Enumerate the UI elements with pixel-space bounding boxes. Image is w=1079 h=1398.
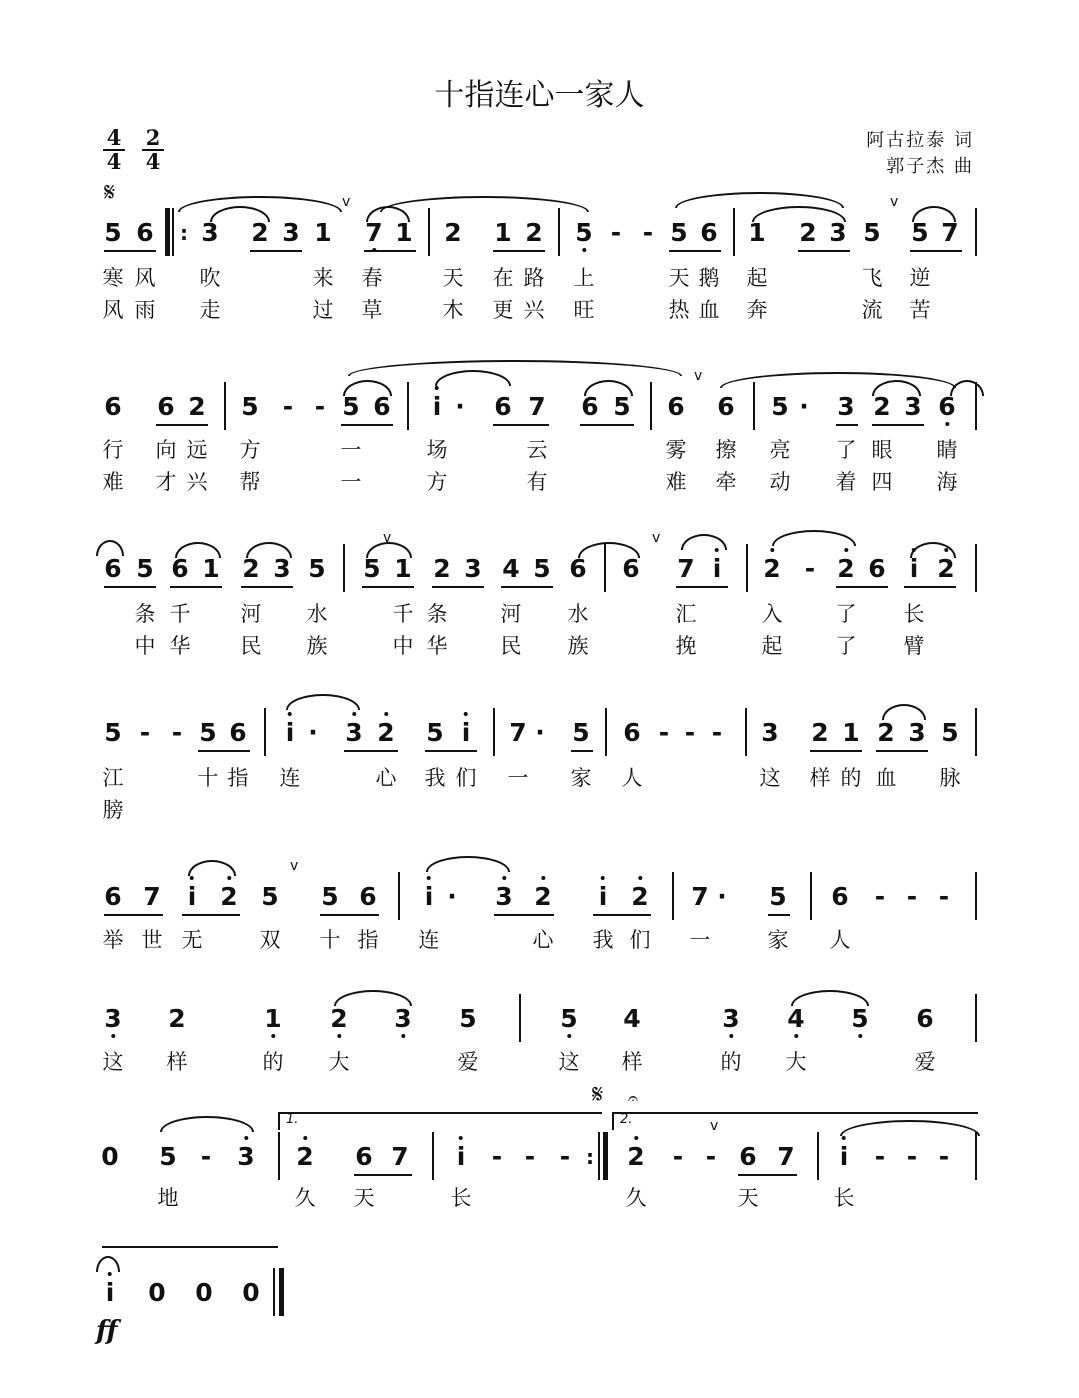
lyrics-line-1-verse-2: 风 雨 走 过 草 木 更 兴 旺 热 血 奔 流 苦 (102, 298, 931, 322)
note: 4 (787, 1004, 805, 1033)
note: 6 (171, 554, 189, 583)
lyrics-line-6-verse-1: 这 样 的 大 爱 这 样 的 大 爱 (102, 1050, 936, 1074)
note: 2 (220, 882, 238, 911)
breath-mark-icon: v (290, 858, 299, 874)
note: - (874, 882, 886, 911)
staff-line-1 (0, 218, 1079, 258)
staff-line-4 (0, 718, 1079, 758)
note: 6 (104, 554, 122, 583)
lyricist-credit: 阿古拉泰 词 (866, 130, 974, 151)
note: 2 (837, 554, 855, 583)
note: 2 (811, 718, 829, 747)
note: i (456, 1142, 466, 1171)
note: 4 (502, 554, 520, 583)
note: 6 (916, 1004, 934, 1033)
note: - (314, 392, 326, 421)
note: 1 (314, 218, 332, 247)
note: 2 (627, 1142, 645, 1171)
note: 2 (377, 718, 395, 747)
dynamic-marking: ff (96, 1316, 118, 1346)
fermata-icon: 𝄐 (628, 1088, 639, 1109)
note: 6 (667, 392, 685, 421)
staff-line-3 (0, 554, 1079, 594)
note: 3 (829, 218, 847, 247)
note: 6 (104, 392, 122, 421)
note: · (799, 392, 809, 421)
note: - (705, 1142, 717, 1171)
lyrics-line-2-verse-2: 难 才 兴 帮 一 方 有 难 牵 动 着 四 海 (102, 470, 958, 494)
note: - (559, 1142, 571, 1171)
note: · (455, 392, 465, 421)
note: i (105, 1278, 115, 1307)
note: 6 (868, 554, 886, 583)
note: 7 (677, 554, 695, 583)
lyrics-line-5-verse-1: 举 世 无 双 十 指 连 心 我 们 一 家 人 (102, 928, 851, 952)
repeat-dots: : (180, 221, 188, 245)
note: 2 (188, 392, 206, 421)
note: 5 (342, 392, 360, 421)
note: 6 (157, 392, 175, 421)
lyrics-line-2-verse-1: 行 向 远 方 一 场 云 雾 擦 亮 了 眼 睛 (102, 438, 958, 462)
note: 5 (104, 718, 122, 747)
note: 7 (528, 392, 546, 421)
note: 3 (282, 218, 300, 247)
note: 5 (670, 218, 688, 247)
note: 6 (831, 882, 849, 911)
note: - (684, 718, 696, 747)
note: 1 (394, 554, 412, 583)
note: 5 (199, 718, 217, 747)
note: 6 (717, 392, 735, 421)
note: 7 (941, 218, 959, 247)
lyrics-line-4-verse-2: 膀 (102, 798, 124, 822)
note: · (535, 718, 545, 747)
note: 2 (251, 218, 269, 247)
note: 5 (575, 218, 593, 247)
tie-continuation (102, 1246, 278, 1264)
note: 2 (330, 1004, 348, 1033)
note: 5 (426, 718, 444, 747)
note: 2 (763, 554, 781, 583)
note: 6 (622, 554, 640, 583)
note: 3 (345, 718, 363, 747)
note: - (804, 554, 816, 583)
note: 3 (908, 718, 926, 747)
note: i (712, 554, 722, 583)
note: 5 (911, 218, 929, 247)
note: 5 (771, 392, 789, 421)
note: 7 (365, 218, 383, 247)
note: - (938, 1142, 950, 1171)
note: 6 (104, 882, 122, 911)
note: · (447, 882, 457, 911)
note: i (285, 718, 295, 747)
note: 4 (623, 1004, 641, 1033)
staff-line-2 (0, 392, 1079, 432)
note: 2 (168, 1004, 186, 1033)
note: - (171, 718, 183, 747)
breath-mark-icon: v (383, 530, 392, 546)
note: 3 (495, 882, 513, 911)
note: 5 (572, 718, 590, 747)
note: 2 (296, 1142, 314, 1171)
note: 3 (394, 1004, 412, 1033)
note: 1 (494, 218, 512, 247)
note: 0 (195, 1278, 213, 1307)
note: - (938, 882, 950, 911)
note: - (610, 218, 622, 247)
staff-line-8 (0, 1278, 1079, 1318)
note: 3 (104, 1004, 122, 1033)
volta-1: 1. (278, 1112, 602, 1130)
note: 6 (581, 392, 599, 421)
note: 5 (136, 554, 154, 583)
note: 6 (569, 554, 587, 583)
segno-icon: 𝄋 (104, 178, 116, 208)
note: i (432, 392, 442, 421)
note: 6 (494, 392, 512, 421)
note: i (461, 718, 471, 747)
note: 5 (104, 218, 122, 247)
note: 7 (777, 1142, 795, 1171)
note: 2 (631, 882, 649, 911)
note: 2 (877, 718, 895, 747)
note: 5 (159, 1142, 177, 1171)
note: 3 (837, 392, 855, 421)
note: 5 (321, 882, 339, 911)
note: - (711, 718, 723, 747)
note: 6 (136, 218, 154, 247)
note: 5 (613, 392, 631, 421)
staff-line-7 (0, 1142, 1079, 1182)
breath-mark-icon: v (694, 368, 703, 384)
note: 2 (433, 554, 451, 583)
note: 5 (769, 882, 787, 911)
note: 5 (560, 1004, 578, 1033)
note: 5 (308, 554, 326, 583)
note: i (424, 882, 434, 911)
note: i (909, 554, 919, 583)
note: - (200, 1142, 212, 1171)
note: 5 (863, 218, 881, 247)
note: - (906, 1142, 918, 1171)
note: 6 (938, 392, 956, 421)
note: 2 (937, 554, 955, 583)
note: 0 (148, 1278, 166, 1307)
breath-mark-icon: v (710, 1118, 719, 1134)
note: 6 (359, 882, 377, 911)
note: i (839, 1142, 849, 1171)
note: · (717, 882, 727, 911)
note: 3 (904, 392, 922, 421)
note: - (491, 1142, 503, 1171)
volta-2: 2. (612, 1112, 978, 1130)
note: 6 (700, 218, 718, 247)
composer-credit: 郭子杰 曲 (886, 156, 974, 177)
lyrics-line-4-verse-1: 江 十 指 连 心 我 们 一 家 人 这 样 的 血 脉 (102, 766, 961, 790)
note: 3 (761, 718, 779, 747)
breath-mark-icon: v (890, 194, 899, 210)
note: 3 (722, 1004, 740, 1033)
note: 7 (143, 882, 161, 911)
lyrics-line-3-verse-1: 千 条 河 水 千 条 河 水 汇 入 了 长 (134, 602, 925, 626)
note: 6 (623, 718, 641, 747)
note: 6 (739, 1142, 757, 1171)
staff-line-6 (0, 1004, 1079, 1044)
note: - (874, 1142, 886, 1171)
note: - (524, 1142, 536, 1171)
note: 0 (101, 1142, 119, 1171)
note: 1 (395, 218, 413, 247)
note: · (308, 718, 318, 747)
note: - (906, 882, 918, 911)
note: 1 (202, 554, 220, 583)
note: 5 (851, 1004, 869, 1033)
note: 7 (391, 1142, 409, 1171)
note: 5 (459, 1004, 477, 1033)
note: i (187, 882, 197, 911)
note: 7 (691, 882, 709, 911)
time-signature-2-4: 2 4 (142, 128, 164, 172)
note: - (642, 218, 654, 247)
time-signature-4-4: 4 4 (103, 128, 125, 172)
note: 1 (748, 218, 766, 247)
note: - (672, 1142, 684, 1171)
note: 2 (242, 554, 260, 583)
note: - (282, 392, 294, 421)
note: 0 (242, 1278, 260, 1307)
note: 2 (444, 218, 462, 247)
note: - (658, 718, 670, 747)
note: i (598, 882, 608, 911)
note: 2 (534, 882, 552, 911)
note: 6 (229, 718, 247, 747)
lyrics-line-7-verse-1: 地 久 天 长 久 天 长 (157, 1186, 855, 1210)
note: 5 (363, 554, 381, 583)
note: 3 (201, 218, 219, 247)
note: 6 (373, 392, 391, 421)
note: 2 (799, 218, 817, 247)
breath-mark-icon: v (342, 194, 351, 210)
note: 5 (241, 392, 259, 421)
note: 5 (941, 718, 959, 747)
lyrics-line-3-verse-2: 中 华 民 族 中 华 民 族 挽 起 了 臂 (134, 634, 925, 658)
song-title: 十指连心一家人 (434, 78, 645, 113)
breath-mark-icon: v (652, 530, 661, 546)
note: 3 (464, 554, 482, 583)
staff-line-5 (0, 882, 1079, 922)
note: 5 (533, 554, 551, 583)
note: 2 (873, 392, 891, 421)
note: 6 (355, 1142, 373, 1171)
note: 3 (237, 1142, 255, 1171)
note: 1 (264, 1004, 282, 1033)
note: 1 (842, 718, 860, 747)
note: 7 (509, 718, 527, 747)
note: 5 (261, 882, 279, 911)
note: - (139, 718, 151, 747)
note: 2 (525, 218, 543, 247)
segno-icon: 𝄋 (592, 1080, 604, 1110)
repeat-dots: : (586, 1145, 594, 1169)
lyrics-line-1-verse-1: 寒 风 吹 来 春 天 在 路 上 天 鹅 起 飞 逆 (102, 266, 931, 290)
note: 3 (273, 554, 291, 583)
